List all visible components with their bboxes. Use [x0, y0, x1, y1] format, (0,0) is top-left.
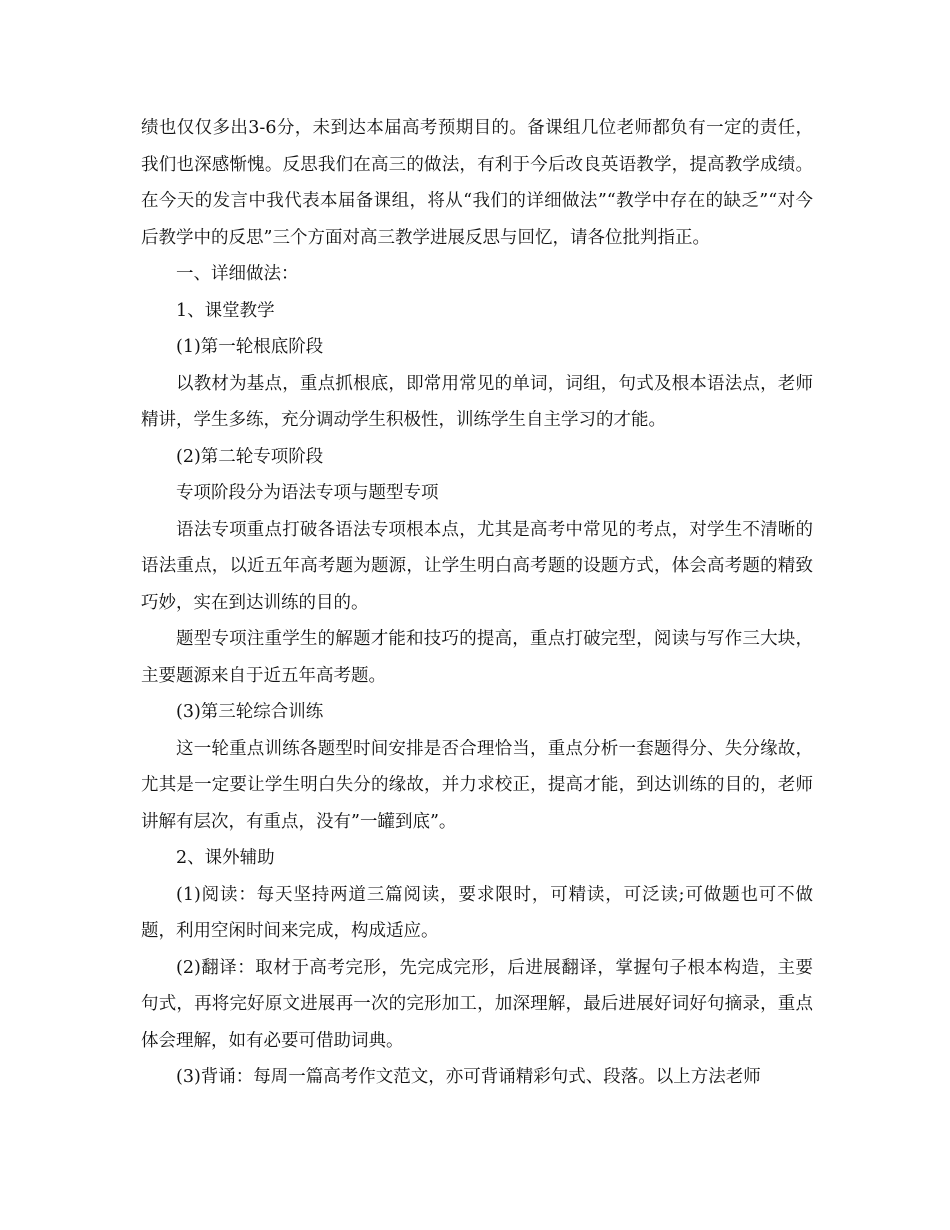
paragraph-1: 绩也仅仅多出3-6分，未到达本届高考预期目的。备课组几位老师都负有一定的责任，我们也深感惭愧。反思我们在高三的做法，有利于今后改良英语教学，提高教学成绩。在今天的发言中我代表本届备课组，将从“我们的详细做法”“教学中存在的缺乏”“对今后教学中的反思”三个方面对高三教学进展反思与回忆，请各位批判指正。	[141, 118, 813, 248]
paragraph-reading: (1)阅读：每天坚持两道三篇阅读，要求限时，可精读，可泛读;可做题也可不做题，利用空闲时间来完成，构成适应。	[141, 884, 813, 941]
paragraph-first-round: 以教材为基点，重点抓根底，即常用常见的单词，词组，句式及根本语法点，老师精讲，学生多练，充分调动学生积极性，训练学生自主学习的才能。	[141, 373, 813, 430]
paragraph-translation: (2)翻译：取材于高考完形，先完成完形，后进展翻译，掌握句子根本构造，主要句式，再将完好原文进展再一次的完形加工，加深理解，最后进展好词好句摘录，重点体会理解，如有必要可借助词典。	[141, 957, 813, 1051]
paragraph-special-topics: 专项阶段分为语法专项与题型专项	[176, 483, 439, 503]
heading-second-round: (2)第二轮专项阶段	[176, 446, 324, 467]
heading-detailed-methods: 一、详细做法：	[176, 264, 299, 284]
heading-extracurricular: 2、课外辅助	[176, 848, 275, 868]
paragraph-recitation: (3)背诵：每周一篇高考作文范文，亦可背诵精彩句式、段落。以上方法老师	[176, 1067, 761, 1087]
heading-classroom-teaching: 1、课堂教学	[176, 300, 275, 321]
paragraph-comprehensive-training: 这一轮重点训练各题型时间安排是否合理恰当，重点分析一套题得分、失分缘故，尤其是一定要让学生明白失分的缘故，并力求校正，提高才能，到达训练的目的，老师讲解有层次，有重点，没有”一罐到底”。	[141, 738, 813, 832]
paragraph-question-types: 题型专项注重学生的解题才能和技巧的提高，重点打破完型，阅读与写作三大块，主要题源来自于近五年高考题。	[141, 629, 813, 686]
paragraph-grammar-topics: 语法专项重点打破各语法专项根本点，尤其是高考中常见的考点，对学生不清晰的语法重点，以近五年高考题为题源，让学生明白高考题的设题方式，体会高考题的精致巧妙，实在到达训练的目的。	[141, 519, 813, 613]
heading-first-round: (1)第一轮根底阶段	[176, 337, 324, 357]
document-body	[141, 110, 813, 1096]
heading-third-round: (3)第三轮综合训练	[176, 702, 324, 722]
